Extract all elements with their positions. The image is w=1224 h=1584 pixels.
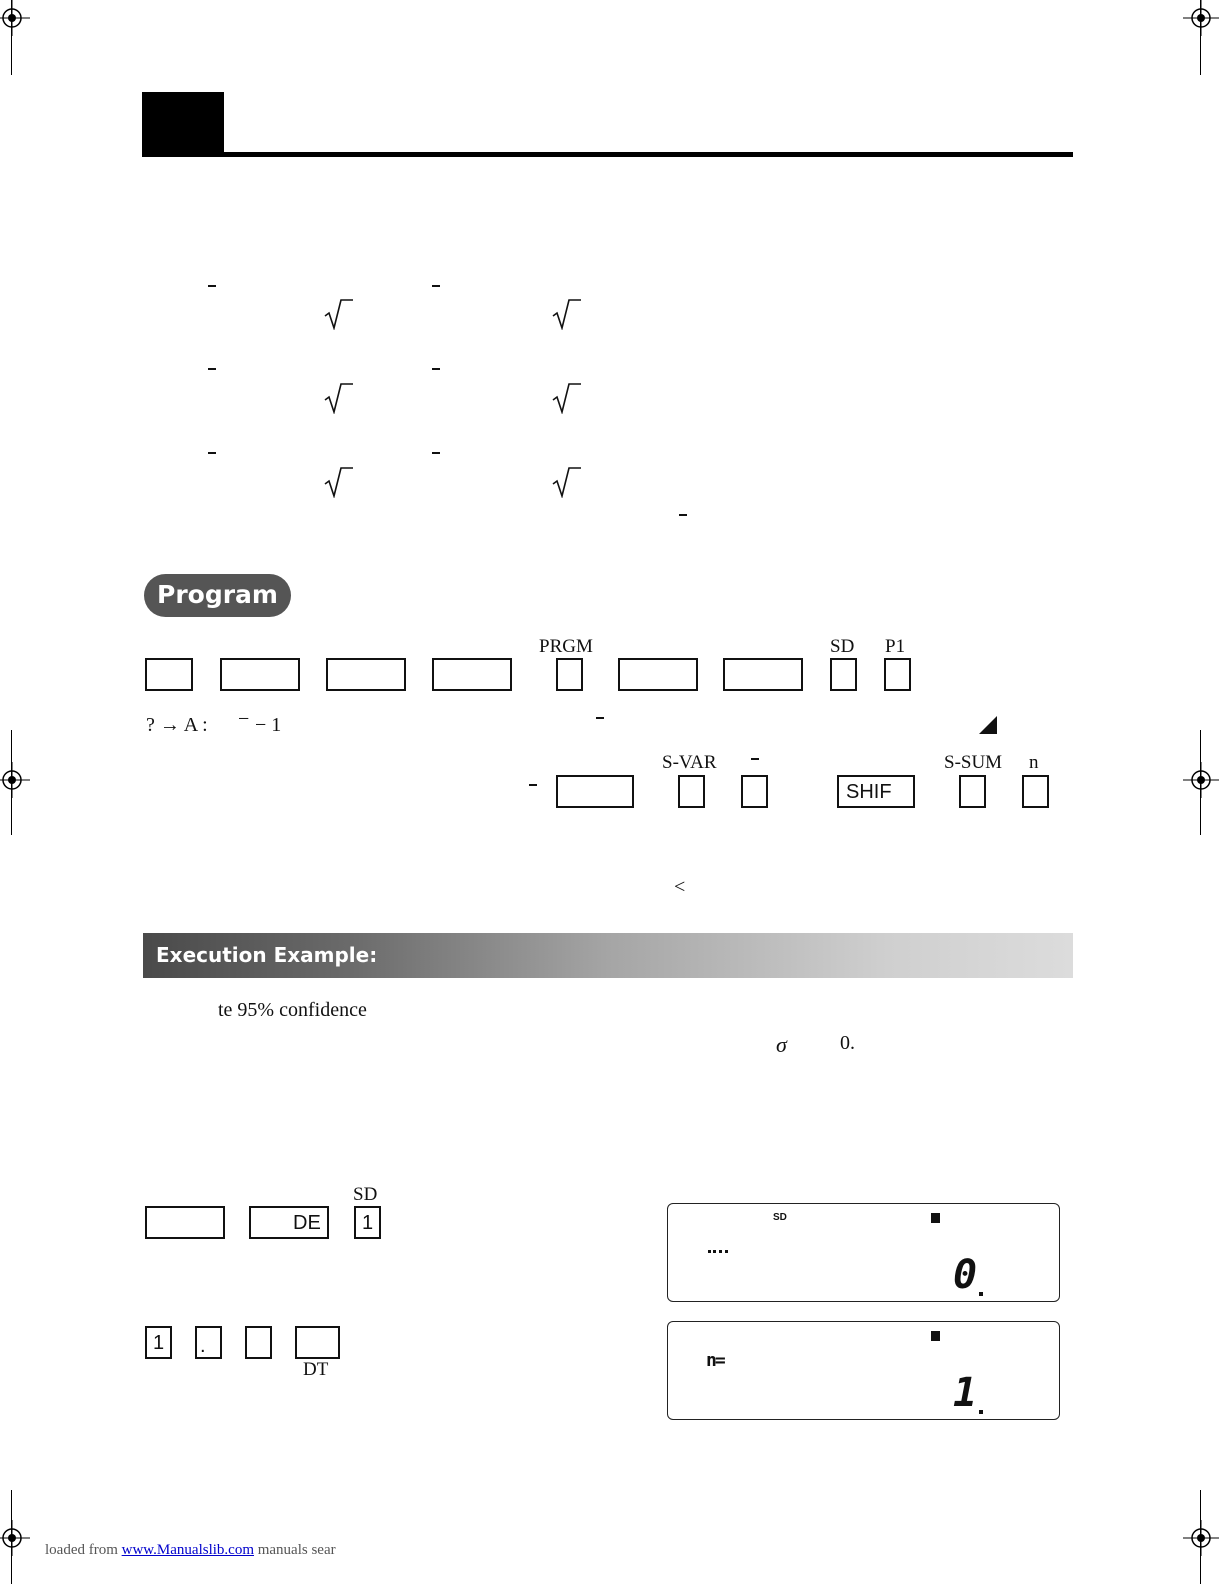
overbar-mark [596,717,604,719]
program-key-3[interactable] [326,658,406,691]
key-label-sd-mode: SD [353,1184,378,1205]
registration-mark-top-right-icon [1183,0,1219,36]
example-sigma-symbol: σ [776,1032,787,1057]
lcd-display-2 [667,1321,1060,1420]
crop-line-right-bottom [1200,1490,1201,1584]
lcd-value-2: 1 [953,1370,978,1416]
lcd-value-1: 0 [953,1252,978,1298]
overbar-mark [208,285,216,287]
lcd-decimal-point [979,1410,983,1414]
de-key-label: DE [293,1212,321,1234]
one-key-label: 1 [153,1332,165,1354]
footer-suffix: manuals sear [253,1542,336,1558]
key-label-n: n [1029,752,1039,773]
key-label-sd: SD [830,636,855,657]
program-badge [144,574,291,617]
crop-line-left-top [11,0,12,75]
sqrt-sign-icon [324,298,354,330]
overbar-mark [751,758,759,760]
registration-mark-mid-left-icon [0,762,30,798]
dot-key[interactable] [195,1326,222,1359]
program-key-2[interactable] [220,658,300,691]
one-key[interactable] [145,1326,172,1359]
overbar-mark [208,368,216,370]
lcd-sd-indicator: SD [773,1212,787,1223]
sqrt-sign-icon [552,466,582,498]
program-key-x-bar[interactable] [741,775,768,808]
registration-mark-mid-right-icon [1183,762,1219,798]
dot-key-label: . [200,1335,206,1357]
example-confidence-text: te 95% confidence [218,999,367,1021]
example-zero-value: 0. [840,1032,855,1054]
program-key-7[interactable] [556,775,634,808]
crop-line-right-mid [1200,730,1201,835]
footer-prefix: loaded from [45,1542,122,1558]
program-key-s-sum[interactable] [959,775,986,808]
program-line-less-than: < [674,876,686,898]
sqrt-sign-icon [552,382,582,414]
execution-example-header [143,933,1073,978]
overbar-mark [679,514,687,516]
lcd-display-1 [667,1203,1060,1302]
mode-key[interactable] [145,1206,225,1239]
key-label-prgm: PRGM [539,636,593,657]
display-result-triangle-icon [979,716,997,734]
crop-line-left-mid [11,730,12,835]
program-line-overbar: − [238,708,250,730]
lcd-dash-segments [708,1250,728,1256]
program-key-sd[interactable] [830,658,857,691]
overbar-mark [208,452,216,454]
sqrt-sign-icon [324,382,354,414]
registration-mark-top-left-icon [0,0,30,36]
crop-line-right-top [1200,0,1201,75]
overbar-mark [432,368,440,370]
program-key-1[interactable] [145,658,193,691]
sqrt-sign-icon [552,298,582,330]
program-key-s-var[interactable] [678,775,705,808]
one-key-sd[interactable] [354,1206,381,1239]
registration-mark-bottom-left-icon [0,1520,30,1556]
crop-line-left-bottom [11,1490,12,1584]
sqrt-sign-icon [324,466,354,498]
program-key-6[interactable] [723,658,803,691]
chapter-header-rule [142,152,1073,157]
key-label-dt: DT [303,1359,329,1380]
program-key-prgm[interactable] [556,658,583,691]
shift-key-label: SHIF [846,781,892,803]
shift-key[interactable] [837,775,915,808]
overbar-mark [529,784,537,786]
chapter-header-block [142,92,224,156]
program-key-p1[interactable] [884,658,911,691]
footer-link[interactable]: www.Manualslib.com [121,1542,254,1558]
program-key-4[interactable] [432,658,512,691]
overbar-mark [432,285,440,287]
program-line-text: ? → A : [146,714,208,736]
key-label-s-var: S-VAR [662,752,717,773]
lcd-label-n: n= [706,1350,724,1371]
dt-key[interactable] [295,1326,340,1359]
lcd-decimal-point [979,1292,983,1296]
execution-example-title: Execution Example: [156,943,378,967]
program-key-n[interactable] [1022,775,1049,808]
digit-key[interactable] [245,1326,272,1359]
program-line-minus-one: − 1 [255,714,282,736]
registration-mark-bottom-right-icon [1183,1520,1219,1556]
program-badge-label: Program [157,580,278,609]
key-label-p1: P1 [885,636,906,657]
lcd-status-square-icon [931,1213,940,1223]
one-key-sd-label: 1 [362,1212,374,1234]
overbar-mark [432,452,440,454]
key-label-s-sum: S-SUM [944,752,1003,773]
footer-text [45,1542,336,1559]
lcd-status-square-icon [931,1331,940,1341]
program-key-5[interactable] [618,658,698,691]
de-key[interactable] [249,1206,329,1239]
